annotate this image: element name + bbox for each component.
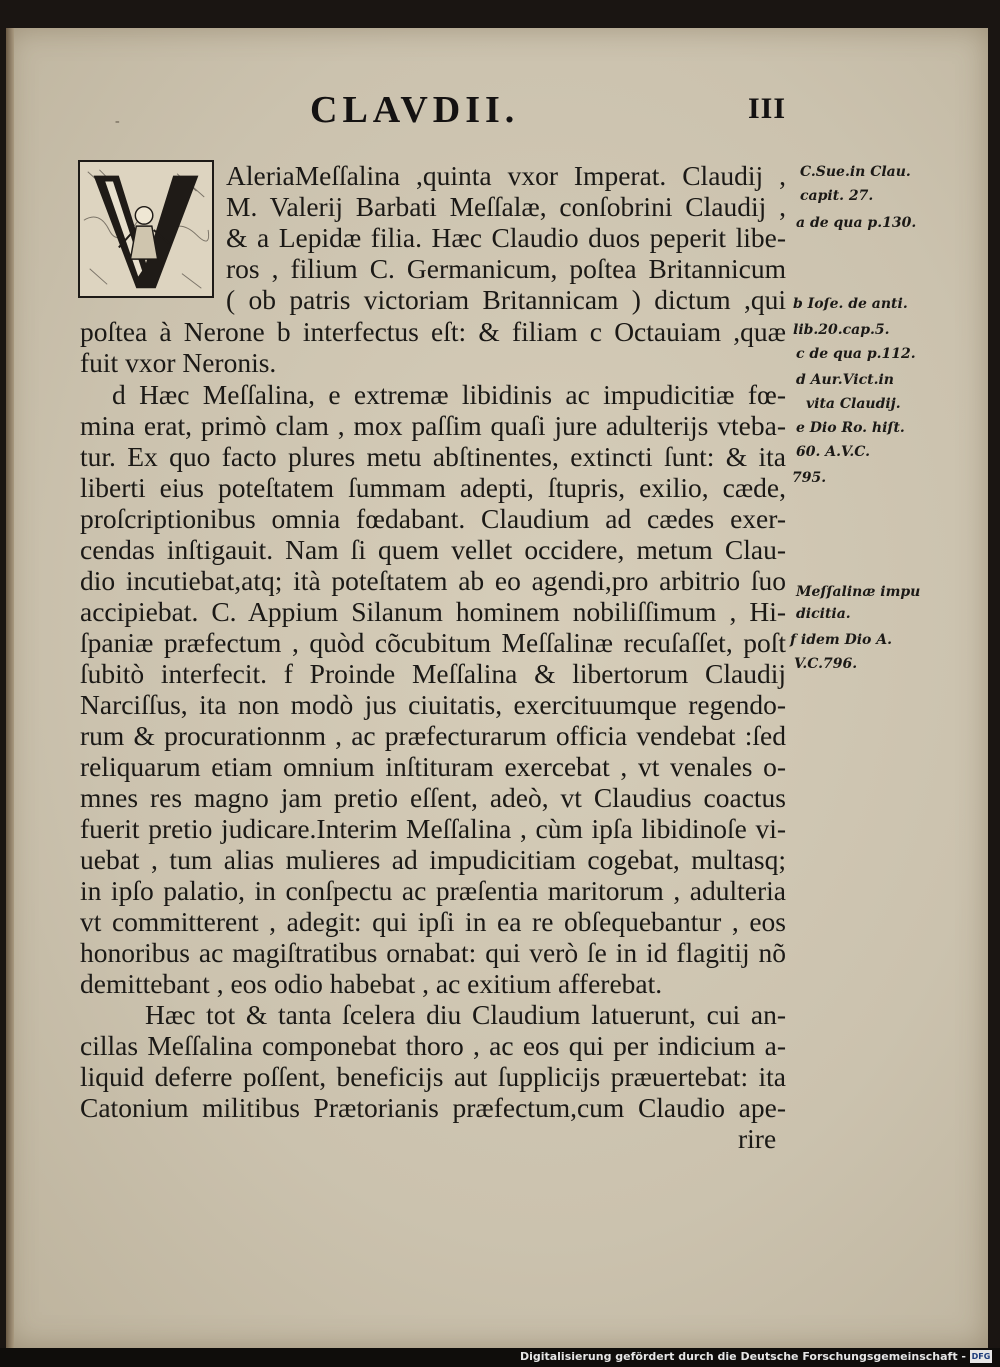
text-line: Hæc tot & tanta ſcelera diu Claudium latuerunt, cui an- <box>145 999 786 1030</box>
funding-notice: Digitalisierung gefördert durch die Deutsche Forschungsgemeinschaft - <box>519 1350 966 1363</box>
text-line: ( ob patris victoriam Britannicam ) dictum ,qui <box>226 284 786 315</box>
text-line: in ipſo palatio, in conſpectu ac præſentia maritorum , adulteria <box>80 875 786 906</box>
text-line: cillas Meſſalina componebat thoro , ac eos qui per indicium a- <box>80 1030 786 1061</box>
initial-letter-glyph: V <box>81 167 89 179</box>
text-line: proſcriptionibus omnia fœdabant. Claudium ad cædes exer- <box>80 503 786 534</box>
running-head-dash: - <box>115 114 120 129</box>
text-line: ros , filium C. Germanicum, poſtea Britannicum <box>226 253 786 284</box>
text-line: mnes res magno jam pretio eſſent, adeò, vt Claudius coactus <box>80 782 786 813</box>
text-line: dio incutiebat,atq; ità poteſtatem ab eo agendi,pro arbitrio ſuo <box>80 565 786 596</box>
text-line: tur. Ex quo facto plures metu abſtinentes, extincti ſunt: & ita <box>80 441 786 472</box>
text-line: d Hæc Meſſalina, e extremæ libidinis ac impudicitiæ fœ- <box>112 379 786 410</box>
margin-note: Meſſalinæ impu <box>796 584 921 600</box>
margin-note: C.Sue.in Clau. <box>800 164 911 180</box>
text-line: ſpaniæ præfectum , quòd cõcubitum Meſſalinæ recuſaſſet, poſt <box>80 627 786 658</box>
margin-note: capit. 27. <box>800 188 874 204</box>
text-line: fuit vxor Neronis. <box>80 347 277 378</box>
page-number: III <box>748 92 787 125</box>
running-head-title: CLAVDII. <box>310 89 520 131</box>
text-line: liquid deferre poſſent, beneficijs aut ſupplicijs præuertebat: ita <box>80 1061 786 1092</box>
text-line: liberti eius poteſtatem ſummam adepti, ſtupris, exilio, cæde, <box>80 472 786 503</box>
text-line: ſubitò interfecit. f Proinde Meſſalina & libertorum Claudij <box>80 658 786 689</box>
text-line: rum & procurationnm , ac præfecturarum officia vendebat :ſed <box>80 720 786 751</box>
text-line: M. Valerij Barbati Meſſalæ, conſobrini Claudij , <box>226 191 786 222</box>
text-line: poſtea à Nerone b interfectus eſt: & filiam c Octauiam ,quæ <box>80 316 786 347</box>
text-line: AleriaMeſſalina ,quinta vxor Imperat. Claudij , <box>226 160 786 191</box>
text-line: Catonium militibus Prætorianis præfectum,cum Claudio ape- <box>80 1092 786 1123</box>
text-line: cendas inſtigauit. Nam ſi quem vellet occidere, metum Clau- <box>80 534 786 565</box>
footer-bar <box>0 1348 1000 1367</box>
catchword: rire <box>738 1123 777 1154</box>
margin-note: c de qua p.112. <box>796 346 916 362</box>
margin-note: 60. A.V.C. <box>796 444 871 460</box>
margin-note: 795. <box>792 470 827 486</box>
margin-note: V.C.796. <box>794 656 858 672</box>
text-line: honoribus ac magiſtratibus ornabat: qui verò ſe in id flagitij nõ <box>80 937 786 968</box>
text-line: vt committerent , adegit: qui ipſi in ea re obſequebantur , eos <box>80 906 786 937</box>
margin-note: b Ioſe. de anti. <box>793 296 908 312</box>
margin-note: f idem Dio A. <box>790 632 893 648</box>
margin-note: vita Claudij. <box>806 396 901 412</box>
text-line: accipiebat. C. Appium Silanum hominem nobiliſſimum , Hi- <box>80 596 786 627</box>
margin-note: lib.20.cap.5. <box>793 322 890 338</box>
text-line: reliquarum etiam omnium inſtituram exercebat , vt venales o- <box>80 751 786 782</box>
text-line: fuerit pretio judicare.Interim Meſſalina , cùm ipſa libidinoſe vi- <box>80 813 786 844</box>
margin-note: a de qua p.130. <box>796 215 917 231</box>
text-line: Narciſſus, ita non modò jus ciuitatis, exercituumque regendo- <box>80 689 786 720</box>
margin-note: d Aur.Vict.in <box>796 372 894 388</box>
text-line: demittebant , eos odio habebat , ac exitium afferebat. <box>80 968 663 999</box>
text-line: mina erat, primò clam , mox paſſim quaſi jure adulterijs vteba- <box>80 410 786 441</box>
dfg-logo: DFG <box>971 1352 991 1361</box>
text-line: & a Lepidæ filia. Hæc Claudio duos peperit libe- <box>226 222 786 253</box>
margin-note: e Dio Ro. hiſt. <box>796 420 905 436</box>
text-line: uebat , tum alias mulieres ad impudicitiam cogebat, multasq; <box>80 844 786 875</box>
margin-note: dicitia. <box>796 606 851 622</box>
